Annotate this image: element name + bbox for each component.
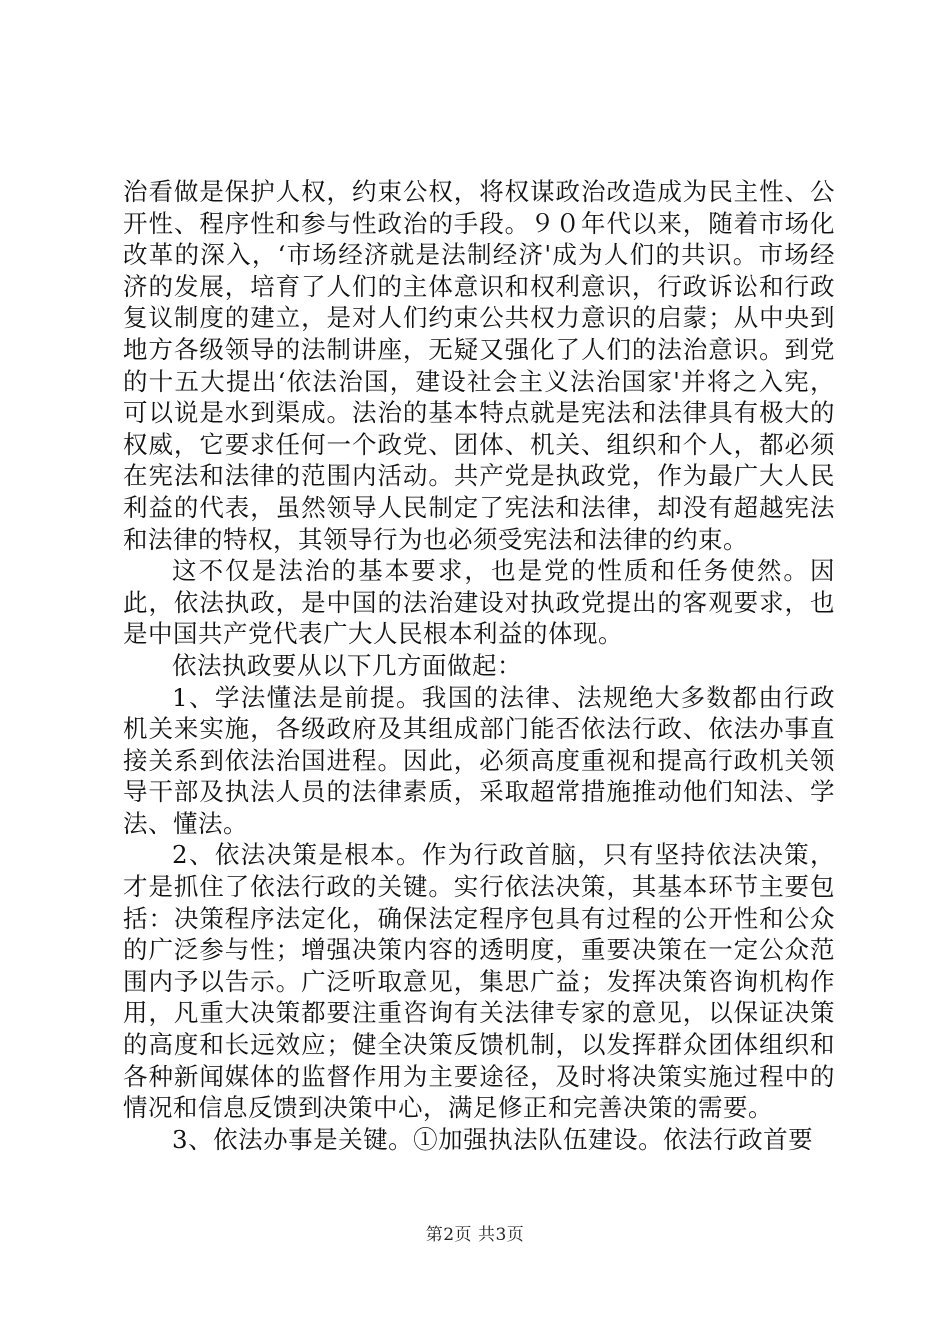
page-number-footer: 第2页 共3页 <box>425 1225 525 1245</box>
document-body <box>123 176 835 1155</box>
paragraph-1: 治看做是保护人权，约束公权，将权谋政治改造成为民主性、公开性、程序性和参与性政治的手段。９０年代以来，随着市场化改革的深入，‘市场经济就是法制经济'成为人们的共识。市场经济的发展，培育了人们的主体意识和权利意识，行政诉讼和行政复议制度的建立，是对人们约束公共权力意识的启蒙；从中央到地方各级领导的法制讲座，无疑又强化了人们的法治意识。到党的十五大提出‘依法治国，建设社会主义法治国家'并将之入宪，可以说是水到渠成。法治的基本特点就是宪法和法律具有极大的权威，它要求任何一个政党、团体、机关、组织和个人，都必须在宪法和法律的范围内活动。共产党是执政党，作为最广大人民利益的代表，虽然领导人民制定了宪法和法律，却没有超越宪法和法律的特权，其领导行为也必须受宪法和法律的约束。 <box>123 177 835 554</box>
paragraph-5: 2、依法决策是根本。作为行政首脑，只有坚持依法决策，才是抓住了依法行政的关键。实行依法决策，其基本环节主要包括：决策程序法定化，确保法定程序包具有过程的公开性和公众的广泛参与性；增强决策内容的透明度，重要决策在一定公众范围内予以告示。广泛听取意见，集思广益；发挥决策咨询机构作用，凡重大决策都要注重咨询有关法律专家的意见，以保证决策的高度和长远效应；健全决策反馈机制，以发挥群众团体组织和各种新闻媒体的监督作用为主要途径，及时将决策实施过程中的情况和信息反馈到决策中心，满足修正和完善决策的需要。 <box>123 840 835 1123</box>
paragraph-6: 3、依法办事是关键。①加强执法队伍建设。依法行政首要 <box>172 1124 814 1154</box>
paragraph-2: 这不仅是法治的基本要求，也是党的性质和任务使然。因此，依法执政，是中国的法治建设对执政党提出的客观要求，也是中国共产党代表广大人民根本利益的体现。 <box>123 556 835 649</box>
paragraph-3: 依法执政要从以下几方面做起： <box>172 650 522 680</box>
paragraph-4: 1、学法懂法是前提。我国的法律、法规绝大多数都由行政机关来实施，各级政府及其组成部门能否依法行政、依法办事直接关系到依法治国进程。因此，必须高度重视和提高行政机关领导干部及执法人员的法律素质，采取超常措施推动他们知法、学法、懂法。 <box>123 682 835 838</box>
